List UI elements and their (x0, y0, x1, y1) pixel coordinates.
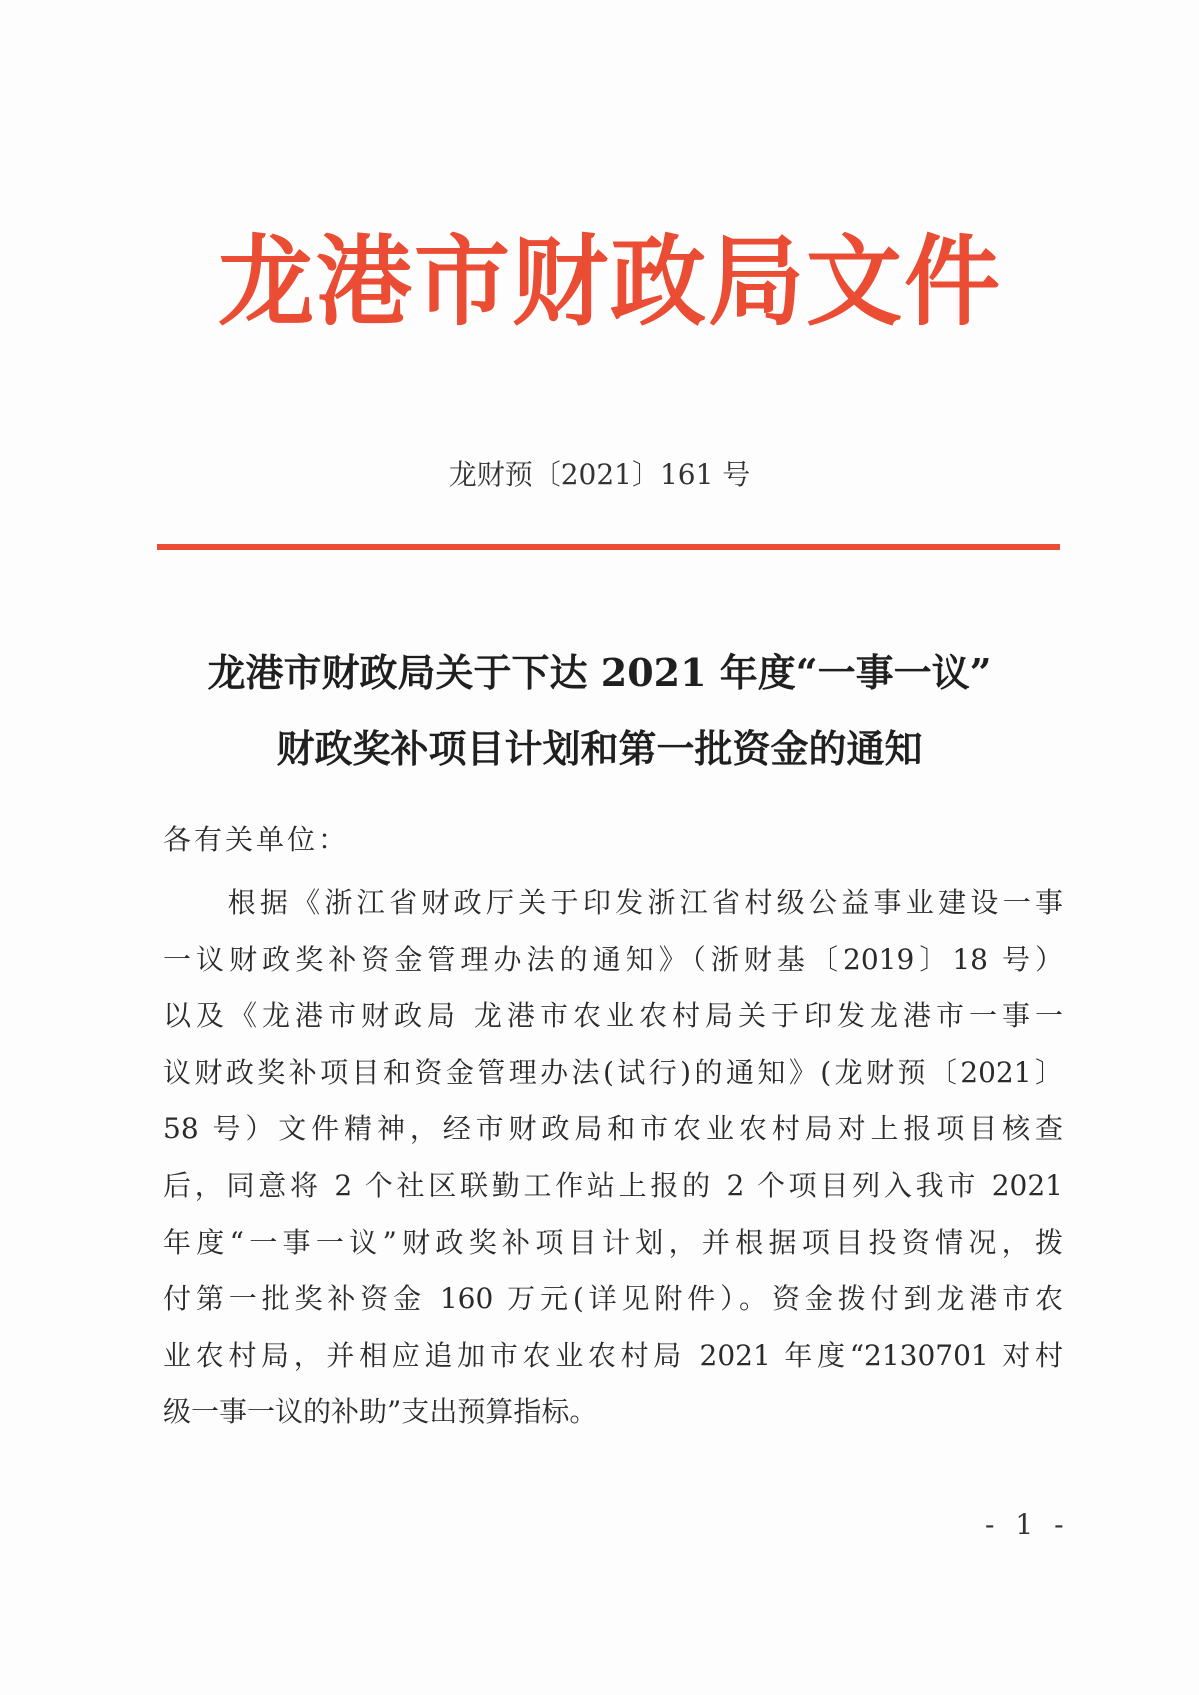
notice-title-line-2: 财政奖补项目计划和第一批资金的通知 (276, 726, 923, 771)
notice-title (0, 635, 1199, 787)
notice-title-line-1: 龙港市财政局关于下达 2021 年度“一事一议” (207, 650, 992, 695)
red-divider-line (157, 544, 1060, 550)
body-line: 年度“一事一议”财政奖补项目计划，并根据项目投资情况，拨 (163, 1225, 1063, 1259)
body-line: 付第一批奖补资金 160 万元(详见附件）。资金拨付到龙港市农 (163, 1282, 1063, 1316)
body-line: 以及《龙港市财政局 龙港市农业农村局关于印发龙港市一事一 (163, 999, 1063, 1033)
body-line: 根据《浙江省财政厅关于印发浙江省村级公益事业建设一事 (163, 886, 1063, 919)
body-line: 业农村局，并相应追加市农业农村局 2021 年度“2130701 对村 (163, 1338, 1063, 1372)
masthead-title: 龙港市财政局文件 (218, 223, 1002, 340)
body-line: 后，同意将 2 个社区联勤工作站上报的 2 个项目列入我市 2021 (163, 1168, 1063, 1202)
page-number: - 1 - (985, 1508, 1070, 1541)
salutation: 各有关单位： (163, 823, 350, 856)
body-line: 58 号）文件精神，经市财政局和市农业农村局对上报项目核查 (163, 1112, 1063, 1146)
body-paragraph (163, 875, 1063, 1441)
document-number: 龙财预〔2021〕161 号 (448, 458, 751, 491)
body-line: 一议财政奖补资金管理办法的通知》（浙财基〔2019〕18 号） (163, 942, 1063, 976)
body-line: 级一事一议的补助”支出预算指标。 (163, 1395, 598, 1429)
body-line: 议财政奖补项目和资金管理办法(试行)的通知》(龙财预〔2021〕 (163, 1055, 1063, 1089)
